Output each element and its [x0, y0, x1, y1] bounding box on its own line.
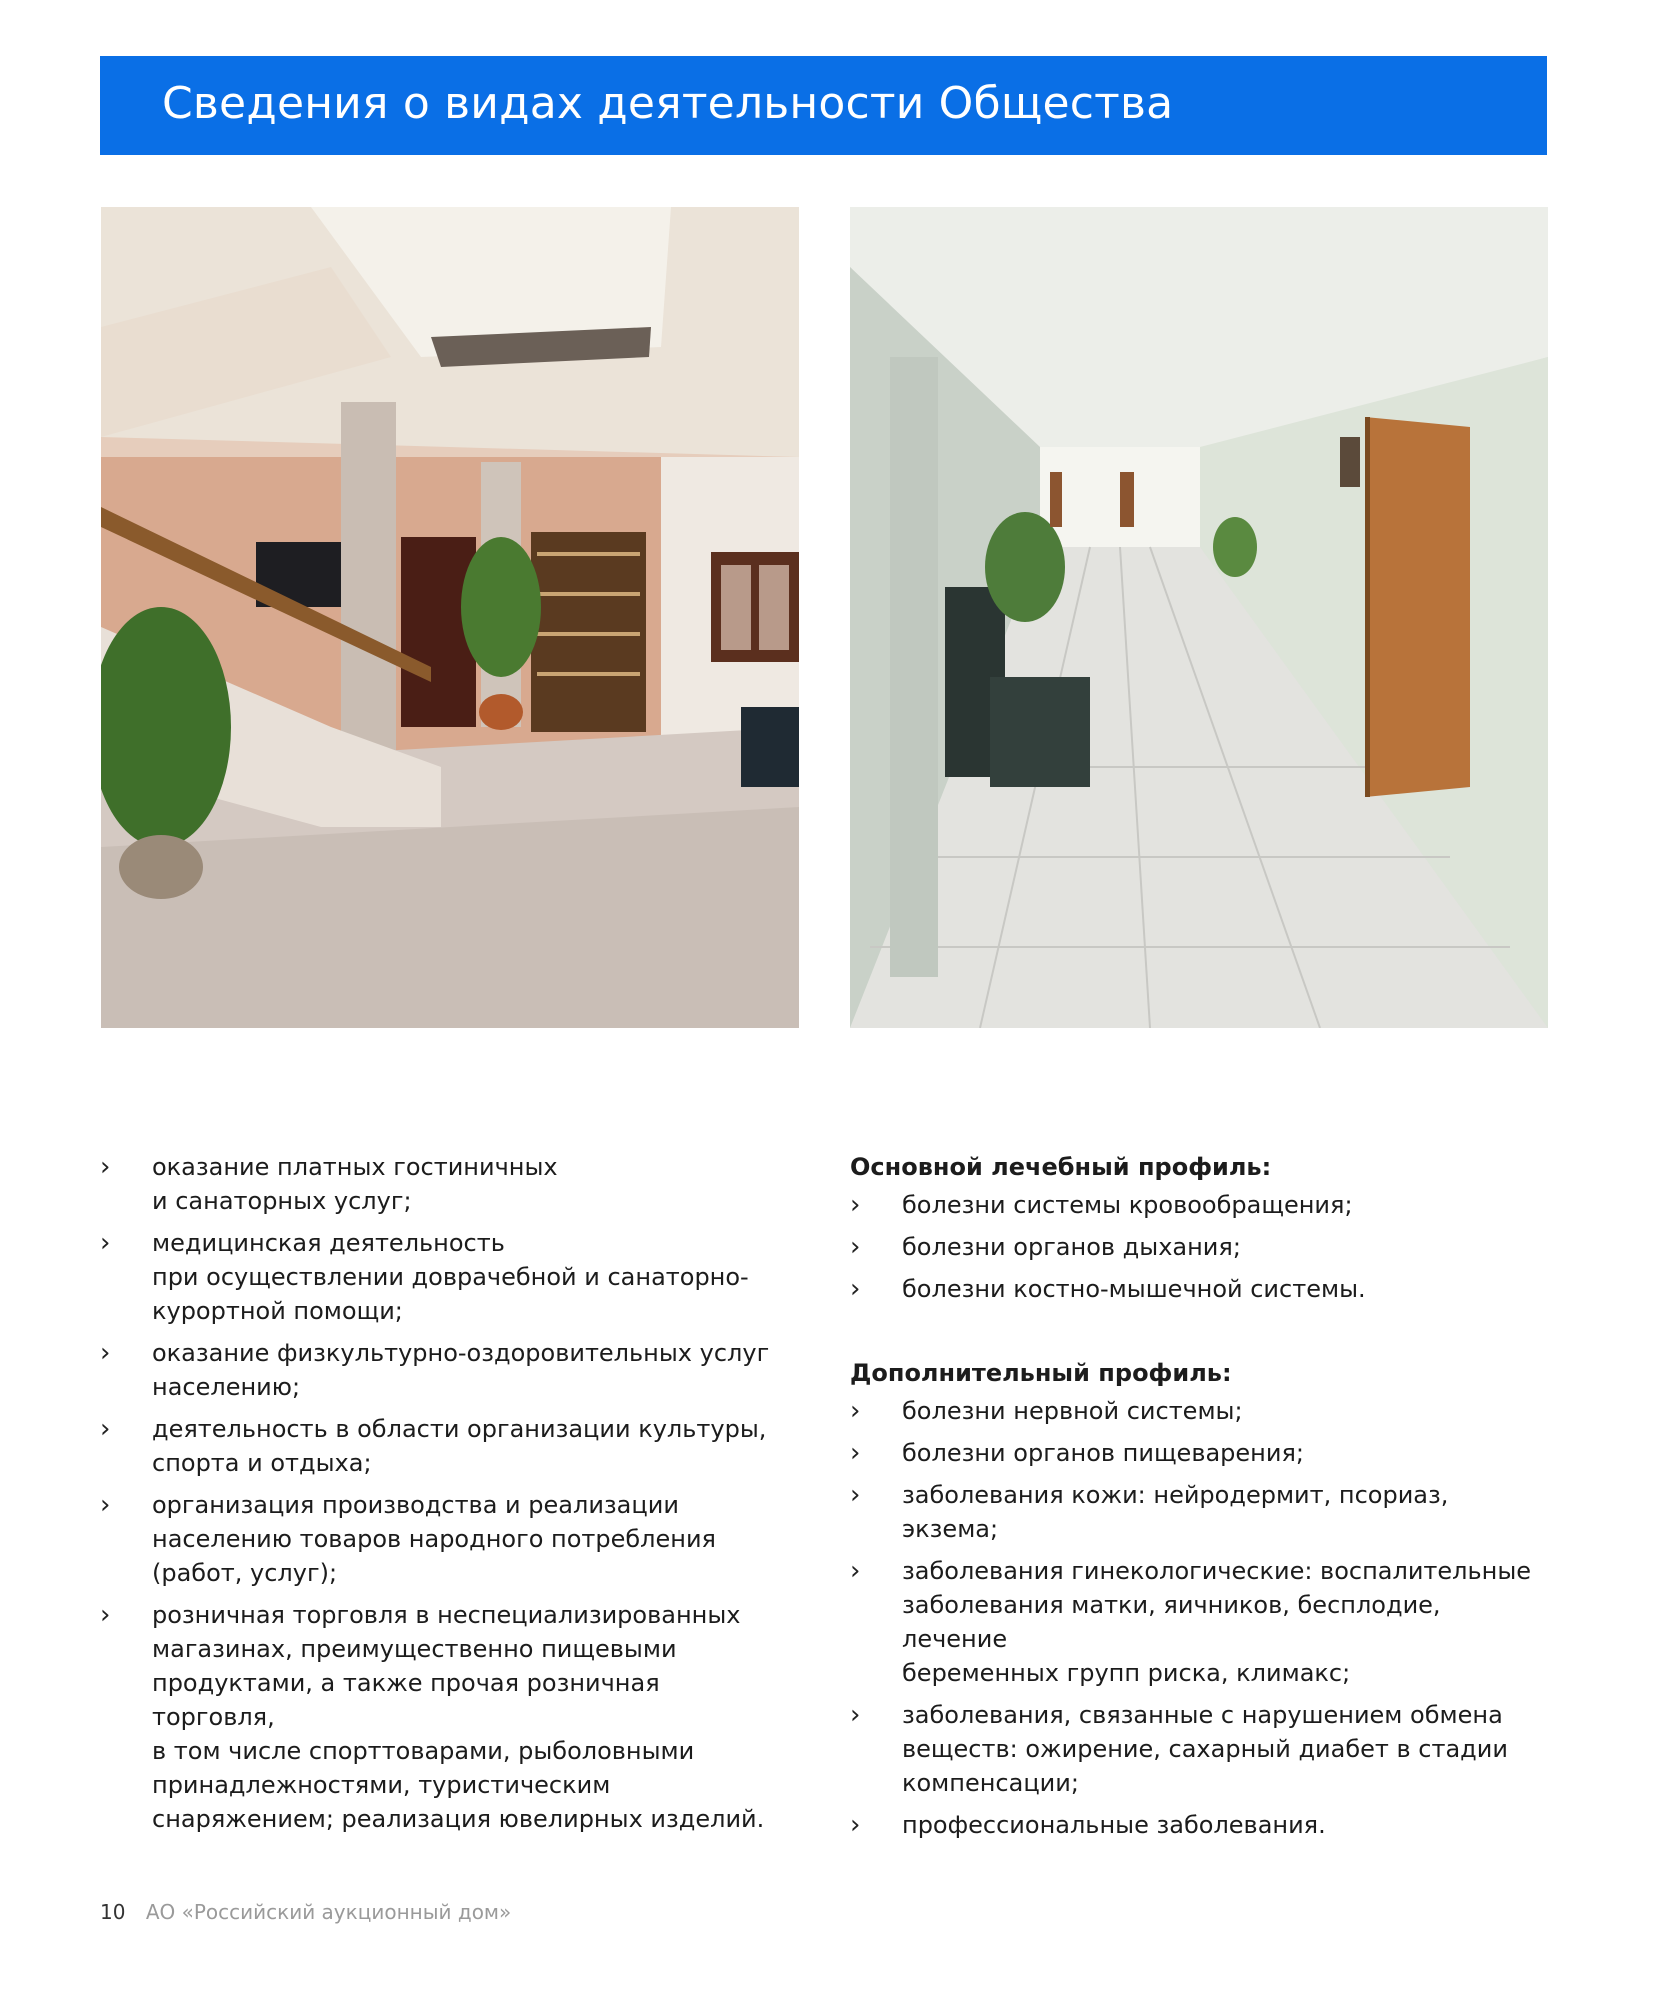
chevron-right-icon: › — [850, 1810, 861, 1840]
list-item-text: болезни системы кровообращения; — [902, 1191, 1353, 1219]
chevron-right-icon: › — [100, 1490, 111, 1520]
list-item-text: оказание физкультурно-оздоровительных услуг населению; — [152, 1339, 770, 1401]
list-item — [100, 1488, 780, 1590]
list-item-text: заболевания гинекологические: воспалительные заболевания матки, яичников, бесплодие, лечение беременных групп риска, климакс; — [902, 1557, 1532, 1687]
chevron-right-icon: › — [850, 1480, 861, 1510]
page-title: Сведения о видах деятельности Общества — [162, 78, 1174, 129]
list-item-text: профессиональные заболевания. — [902, 1811, 1326, 1839]
chevron-right-icon: › — [850, 1700, 861, 1730]
chevron-right-icon: › — [850, 1274, 861, 1304]
list-item — [100, 1226, 780, 1328]
list-item — [850, 1808, 1550, 1842]
page-number: 10 — [100, 1900, 126, 1924]
main-profile-heading: Основной лечебный профиль: — [850, 1153, 1272, 1181]
chevron-right-icon: › — [100, 1152, 111, 1182]
chevron-right-icon: › — [100, 1228, 111, 1258]
chevron-right-icon: › — [100, 1600, 111, 1630]
lobby-photo — [101, 207, 799, 1028]
list-item-text: болезни органов дыхания; — [902, 1233, 1241, 1261]
header-bar — [100, 56, 1547, 155]
list-item-text: деятельность в области организации культуры, спорта и отдыха; — [152, 1415, 767, 1477]
main-profile-list — [850, 1188, 1550, 1306]
corridor-photo — [850, 207, 1548, 1028]
chevron-right-icon: › — [850, 1396, 861, 1426]
list-item-text: болезни костно-мышечной системы. — [902, 1275, 1366, 1303]
additional-profile-heading: Дополнительный профиль: — [850, 1359, 1232, 1387]
footer — [100, 1898, 511, 1926]
chevron-right-icon: › — [850, 1438, 861, 1468]
list-item — [100, 1150, 780, 1218]
list-item-text: болезни нервной системы; — [902, 1397, 1243, 1425]
list-item — [100, 1336, 780, 1404]
activities-column — [100, 1150, 780, 1844]
list-item-text: заболевания кожи: нейродермит, псориаз, экзема; — [902, 1481, 1449, 1543]
list-item — [850, 1272, 1550, 1306]
list-item — [850, 1188, 1550, 1222]
list-item — [850, 1698, 1550, 1800]
additional-profile-list — [850, 1394, 1550, 1842]
chevron-right-icon: › — [850, 1556, 861, 1586]
list-item-text: организация производства и реализации населению товаров народного потребления (работ, услуг); — [152, 1491, 716, 1587]
company-name: АО «Российский аукционный дом» — [145, 1900, 512, 1924]
profiles-column — [850, 1150, 1550, 1850]
list-item — [850, 1436, 1550, 1470]
list-item — [100, 1598, 780, 1836]
list-item — [850, 1394, 1550, 1428]
list-item — [100, 1412, 780, 1480]
chevron-right-icon: › — [100, 1338, 111, 1368]
chevron-right-icon: › — [850, 1190, 861, 1220]
list-item-text: медицинская деятельность при осуществлении доврачебной и санаторно- курортной помощи; — [152, 1229, 749, 1325]
list-item — [850, 1478, 1550, 1546]
list-item-text: розничная торговля в неспециализированных магазинах, преимущественно пищевыми продуктами, а также прочая розничная торговля, в том числе спорттоварами, рыболовными принадлежностями, туристическим снаряжением; реализация ювелирных изделий. — [152, 1601, 765, 1833]
list-item-text: оказание платных гостиничных и санаторных услуг; — [152, 1153, 558, 1215]
list-item — [850, 1554, 1550, 1690]
chevron-right-icon: › — [100, 1414, 111, 1444]
list-item-text: болезни органов пищеварения; — [902, 1439, 1304, 1467]
list-item-text: заболевания, связанные с нарушением обмена веществ: ожирение, сахарный диабет в стадии компенсации; — [902, 1701, 1508, 1797]
activities-list — [100, 1150, 780, 1836]
chevron-right-icon: › — [850, 1232, 861, 1262]
list-item — [850, 1230, 1550, 1264]
